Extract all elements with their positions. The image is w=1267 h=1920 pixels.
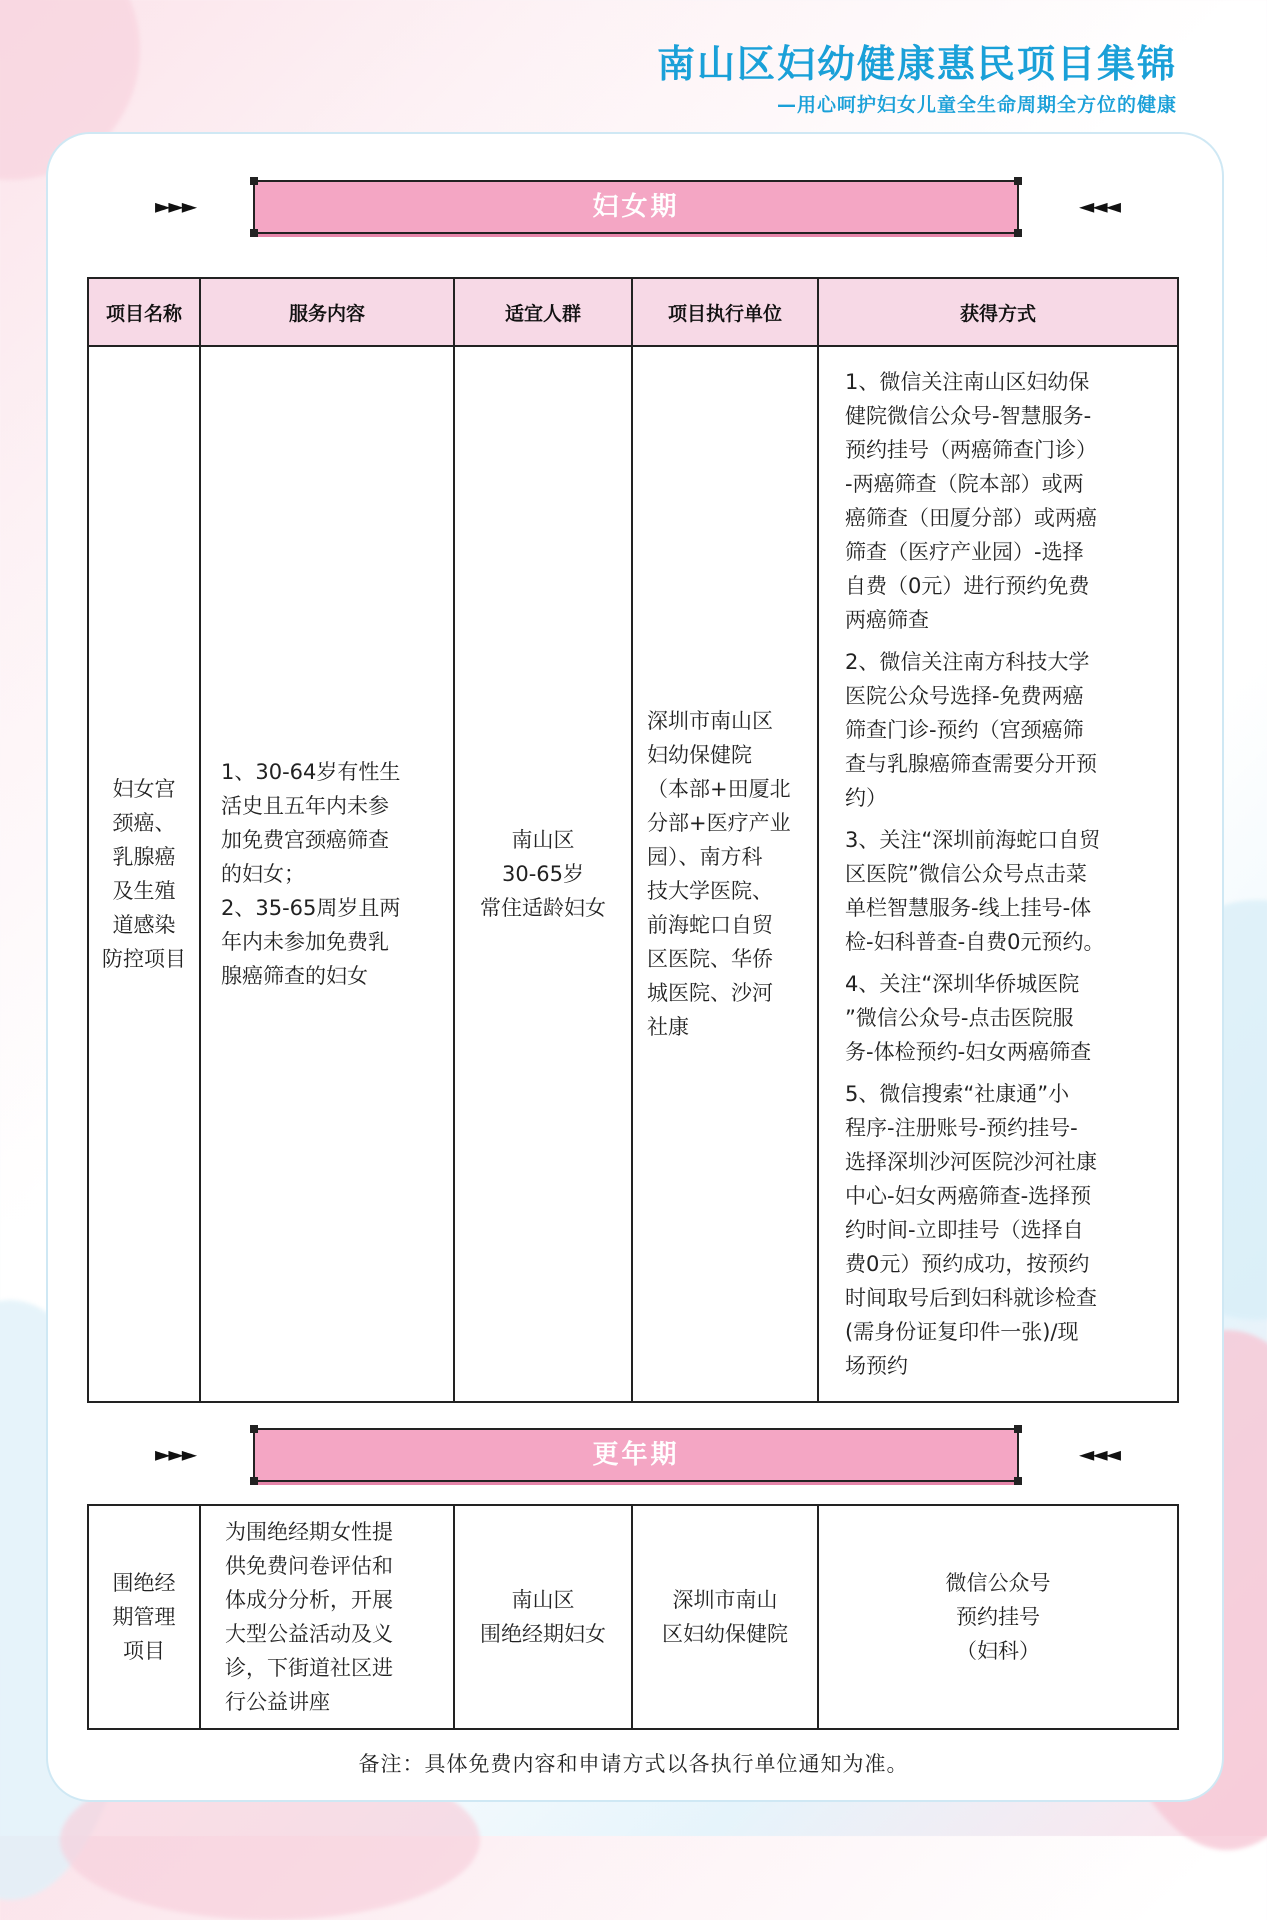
page-header <box>657 42 1177 117</box>
arrow-right-icon: ►►► <box>155 1442 196 1466</box>
method-step: 5、微信搜索“社康通”小 程序-注册账号-预约挂号- 选择深圳沙河医院沙河社康 中心-妇女两癌筛查-选择预 约时间-立即挂号（选择自 费0元）预约成功，按预约 时间取号后到妇科就诊检查 (需身份证复印件一张)/现 场预约 <box>845 1082 1097 1378</box>
column-header: 服务内容 <box>200 278 454 346</box>
column-header: 项目名称 <box>88 278 200 346</box>
table-row <box>88 1505 1178 1729</box>
executing-unit-cell: 深圳市南山 区妇幼保健院 <box>632 1505 818 1729</box>
executing-unit-cell: 深圳市南山区 妇幼保健院 （本部+田厦北 分部+医疗产业 园）、南方科 技大学医院、 前海蛇口自贸 区医院、华侨 城医院、沙河 社康 <box>632 346 818 1402</box>
target-population-cell: 南山区 围绝经期妇女 <box>454 1505 632 1729</box>
column-header: 适宜人群 <box>454 278 632 346</box>
column-header: 项目执行单位 <box>632 278 818 346</box>
table-header-row <box>88 278 1178 346</box>
service-content-cell: 1、30-64岁有性生 活史且五年内未参 加免费宫颈癌筛查 的妇女； 2、35-65周岁且两 年内未参加免费乳 腺癌筛查的妇女 <box>200 346 454 1402</box>
target-population-cell: 南山区 30-65岁 常住适龄妇女 <box>454 346 632 1402</box>
method-step: 1、微信关注南山区妇幼保 健院微信公众号-智慧服务- 预约挂号（两癌筛查门诊） -两癌筛查（院本部）或两 癌筛查（田厦分部）或两癌 筛查（医疗产业园）-选择 自费（0元）进行预约免费 两癌筛查 <box>845 370 1097 632</box>
page-subtitle: —用心呵护妇女儿童全生命周期全方位的健康 <box>776 94 1177 116</box>
access-method-cell <box>818 346 1178 1402</box>
arrow-left-icon: ◄◄◄ <box>1078 1442 1119 1466</box>
page-title: 南山区妇幼健康惠民项目集锦 <box>656 42 1177 86</box>
footnote: 备注：具体免费内容和申请方式以各执行单位通知为准。 <box>358 1752 909 1776</box>
access-method-cell: 微信公众号 预约挂号 （妇科） <box>818 1505 1178 1729</box>
method-step: 3、关注“深圳前海蛇口自贸 区医院”微信公众号点击菜 单栏智慧服务-线上挂号-体 检-妇科普查-自费0元预约。 <box>845 828 1105 954</box>
program-name-cell: 妇女宫 颈癌、 乳腺癌 及生殖 道感染 防控项目 <box>88 346 200 1402</box>
menopause-program-table <box>87 1504 1179 1730</box>
women-program-table <box>87 277 1179 1403</box>
arrow-left-icon: ◄◄◄ <box>1078 194 1119 218</box>
method-step: 4、关注“深圳华侨城医院 ”微信公众号-点击医院服 务-体检预约-妇女两癌筛查 <box>845 972 1092 1064</box>
section-banner-menopause <box>155 1428 1119 1484</box>
method-step: 2、微信关注南方科技大学 医院公众号选择-免费两癌 筛查门诊-预约（宫颈癌筛 查与乳腺癌筛查需要分开预 约） <box>845 650 1097 810</box>
section-title: 更年期 <box>592 1440 680 1470</box>
arrow-right-icon: ►►► <box>155 194 196 218</box>
service-content-cell: 为围绝经期女性提 供免费问卷评估和 体成分分析，开展 大型公益活动及义 诊，下街道社区进 行公益讲座 <box>200 1505 454 1729</box>
column-header: 获得方式 <box>818 278 1178 346</box>
table-row <box>88 346 1178 1402</box>
section-banner-women <box>155 180 1119 236</box>
section-title-bar <box>253 1428 1019 1482</box>
program-name-cell: 围绝经 期管理 项目 <box>88 1505 200 1729</box>
section-title-bar <box>253 180 1019 234</box>
section-title: 妇女期 <box>592 192 680 222</box>
